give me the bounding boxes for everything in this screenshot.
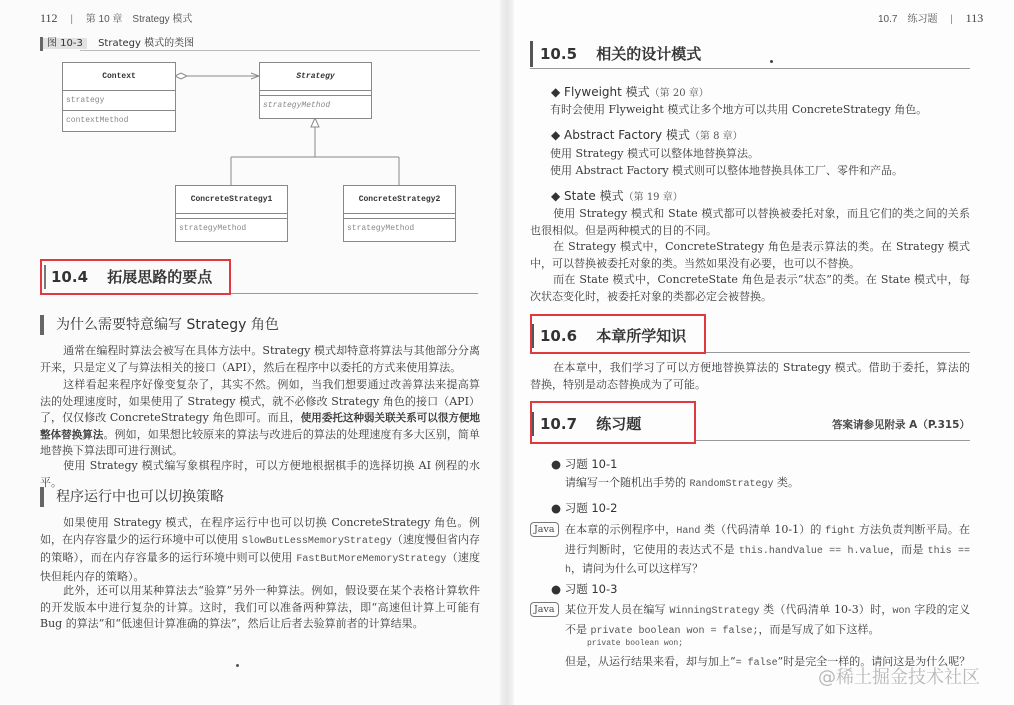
class-method: strategyMethod — [263, 101, 331, 110]
text: （速度慢但省内存的策略），而在内存容量多的运行环境中则可以使用 — [40, 532, 480, 565]
section-number: 10.7 — [540, 415, 578, 433]
text: 类（代码清单 10-3）时， — [759, 603, 893, 616]
section-title: 10.7 练习题 — [878, 14, 938, 25]
page-number: 112 — [40, 11, 58, 25]
uml-class-concrete-strategy-1 — [175, 185, 288, 242]
chapter-title: 第 10 章 Strategy 模式 — [85, 14, 193, 25]
section-title: 拓展思路的要点 — [107, 268, 213, 286]
related-pattern-flyweight: ◆ Flyweight 模式（第 20 章） — [551, 85, 709, 99]
section-number: 10.4 — [51, 268, 89, 286]
aggregation-diamond — [175, 73, 187, 79]
paragraph: 使用 Abstract Factory 模式则可以整体地替换具体工厂、零件和产品。 — [550, 164, 904, 177]
code-text: fight — [825, 526, 856, 537]
exercise-title: 习题 10-2 — [564, 501, 618, 515]
paragraph: 使用 Strategy 模式可以整体地替换算法。 — [550, 147, 759, 160]
code-text: RandomStrategy — [689, 479, 774, 490]
code-line: private boolean won; — [587, 639, 684, 648]
right-running-header: 10.7 练习题 | 113 — [878, 11, 984, 25]
class-name: ConcreteStrategy1 — [176, 186, 287, 214]
code-text: WinningStrategy — [669, 606, 760, 617]
pattern-name: Abstract Factory 模式 — [564, 128, 690, 142]
exercise-title: 习题 10-3 — [564, 582, 618, 596]
related-pattern-state: ◆ State 模式（第 19 章） — [551, 189, 683, 203]
code-text: Hand — [676, 526, 701, 537]
chapter-ref: （第 19 章） — [623, 192, 683, 203]
class-method: strategyMethod — [179, 224, 247, 233]
left-running-header: 112 | 第 10 章 Strategy 模式 — [40, 11, 193, 25]
exercise-10-2-title: ● 习题 10-2 — [551, 501, 618, 515]
paragraph — [40, 515, 480, 585]
highlight-box — [530, 314, 706, 354]
paragraph: 在 Strategy 模式中，ConcreteStrategy 角色是表示算法的类。在 Strategy 模式中，可以替换被委托对象的类。当然如果没有必要，也可以不替换。 — [530, 240, 970, 270]
code-text: SlowButLessMemoryStrategy — [241, 535, 392, 547]
class-name: ConcreteStrategy2 — [344, 186, 455, 214]
subheading-switch-strategy: 程序运行中也可以切换策略 — [40, 487, 224, 507]
code-text: private boolean won = false; — [590, 626, 759, 637]
text: 在本章的示例程序中， — [565, 523, 677, 536]
java-tag: Java — [530, 522, 559, 537]
highlight-box — [530, 401, 696, 444]
text: 字段的定义不是 — [565, 603, 970, 636]
paragraph: 通常在编程时算法会被写在具体方法中。Strategy 模式却特意将算法与其他部分分离开来，只是定义了与算法相关的接口（API），然后在程序中以委托的方式来使用算法。 — [40, 344, 480, 374]
exercise-title: 习题 10-1 — [564, 457, 618, 471]
pattern-name: Flyweight 模式 — [564, 85, 650, 99]
page-dot — [236, 664, 239, 667]
watermark: @稀土掘金技术社区 — [818, 667, 980, 688]
section-rule — [230, 293, 478, 294]
paragraph — [40, 377, 480, 460]
exercise-10-3-title: ● 习题 10-3 — [551, 582, 618, 596]
answer-reference: 答案请参见附录 A（P.315） — [832, 419, 970, 431]
highlight-box — [40, 259, 231, 295]
text: 。例如，如果想比较原来的算法与改进后的算法的处理速度有多大区别，简单地替换下算法即可进行测试。 — [40, 427, 481, 458]
class-field: strategy — [63, 91, 175, 111]
class-method: strategyMethod — [347, 224, 415, 233]
related-pattern-abstract-factory: ◆ Abstract Factory 模式（第 8 章） — [551, 128, 743, 142]
text: ，而是写成了如下这样。 — [758, 623, 880, 636]
exercise-text — [565, 601, 970, 641]
code-text: = false — [735, 658, 778, 669]
inheritance-triangle — [311, 118, 319, 127]
text: ，请问为什么可以这样写？ — [571, 562, 704, 575]
emphasis-text: 使用委托这种弱关联关系可以很方便地整体替换算法 — [40, 412, 480, 441]
class-method: contextMethod — [66, 116, 129, 125]
paragraph: 使用 Strategy 模式和 State 模式都可以替换被委托对象，而且它们的类之间的关系也很相似。但是两种模式的目的不同。 — [530, 207, 970, 237]
paragraph: 在本章中，我们学习了可以方便地替换算法的 Strategy 模式。借助于委托，算法的替换，特别是动态替换成为了可能。 — [530, 361, 970, 391]
text: 请编写一个随机出手势的 — [565, 476, 690, 489]
uml-class-concrete-strategy-2 — [343, 185, 456, 242]
text: 方法负责判断平局。在进行判断时，它使用的表达式不是 — [565, 523, 971, 556]
subheading-why-strategy: 为什么需要特意编写 Strategy 角色 — [40, 315, 279, 335]
section-title: 本章所学知识 — [596, 327, 687, 345]
pattern-name: State 模式 — [564, 189, 624, 203]
text: （速度快但耗内存的策略）。 — [40, 551, 481, 583]
section-number: 10.5 — [540, 45, 578, 63]
exercise-10-1-title: ● 习题 10-1 — [551, 457, 618, 471]
text: 某位开发人员在编写 — [565, 603, 670, 616]
text: 这样看起来程序好像变复杂了，其实不然。例如，当我们想要通过改善算法来提高算法的处理速度时，如果使用了 Strategy 模式，就不必修改 Strategy 角色的接口（API）了，仅仅修改 ConcreteStrategy 角色即可。而且， — [40, 378, 480, 425]
java-tag: Java — [530, 602, 559, 617]
section-heading-10-5 — [530, 41, 701, 67]
class-name: Context — [63, 63, 175, 91]
exercise-text — [565, 475, 970, 494]
text: 类（代码清单 10-1）的 — [700, 523, 826, 536]
paragraph: 此外，还可以用某种算法去“验算”另外一种算法。例如，假设要在某个表格计算软件的开发版本中进行复杂的计算。这时，我们可以准备两种算法，即“高速但计算上可能有 Bug 的算法”和“低速但计算准确的算法”，然后让后者去验算前者的计算结果。 — [40, 584, 480, 631]
class-name: Strategy — [260, 63, 371, 91]
code-text: FastButMoreMemoryStrategy — [296, 554, 447, 566]
page-dot — [770, 60, 773, 63]
chapter-ref: （第 8 章） — [689, 131, 743, 142]
section-title: 相关的设计模式 — [596, 45, 702, 63]
text: 类。 — [773, 476, 800, 489]
paragraph: 而在 State 模式中，ConcreteState 角色是表示“状态”的类。在 State 模式中，每次状态变化时，被委托对象的类都必定会被替换。 — [530, 273, 970, 303]
text: 但是，从运行结果来看，却与加上“ — [565, 655, 736, 668]
section-title: 练习题 — [596, 415, 642, 433]
section-number: 10.6 — [540, 327, 578, 345]
section-rule — [705, 352, 970, 353]
uml-class-context — [62, 62, 176, 132]
book-gutter — [500, 0, 514, 705]
section-rule — [695, 440, 970, 441]
text: 如果使用 Strategy 模式，在程序运行中也可以切换 ConcreteStrategy 角色。例如，在内存容量少的运行环境中可以使用 — [40, 516, 480, 546]
page-number: 113 — [965, 11, 984, 25]
chapter-ref: （第 20 章） — [649, 88, 709, 99]
paragraph: 使用 Strategy 模式编写象棋程序时，可以方便地根据棋手的选择切换 AI 例程的水平。 — [40, 459, 480, 489]
code-text: this.handValue == h.value — [738, 545, 890, 557]
code-text: this == h — [565, 545, 970, 576]
code-text: won — [892, 606, 911, 617]
exercise-text — [565, 521, 970, 580]
uml-class-strategy — [259, 62, 372, 119]
paragraph: 有时会使用 Flyweight 模式让多个地方可以共用 ConcreteStrategy 角色。 — [550, 103, 928, 116]
figure-label: 图 10-3 — [43, 38, 87, 49]
text: ”时是完全一样的。请问这是为什么呢？ — [777, 655, 971, 668]
figure-title: Strategy 模式的类图 — [98, 38, 195, 49]
text: ，而是 — [889, 542, 928, 556]
section-rule — [530, 68, 970, 69]
